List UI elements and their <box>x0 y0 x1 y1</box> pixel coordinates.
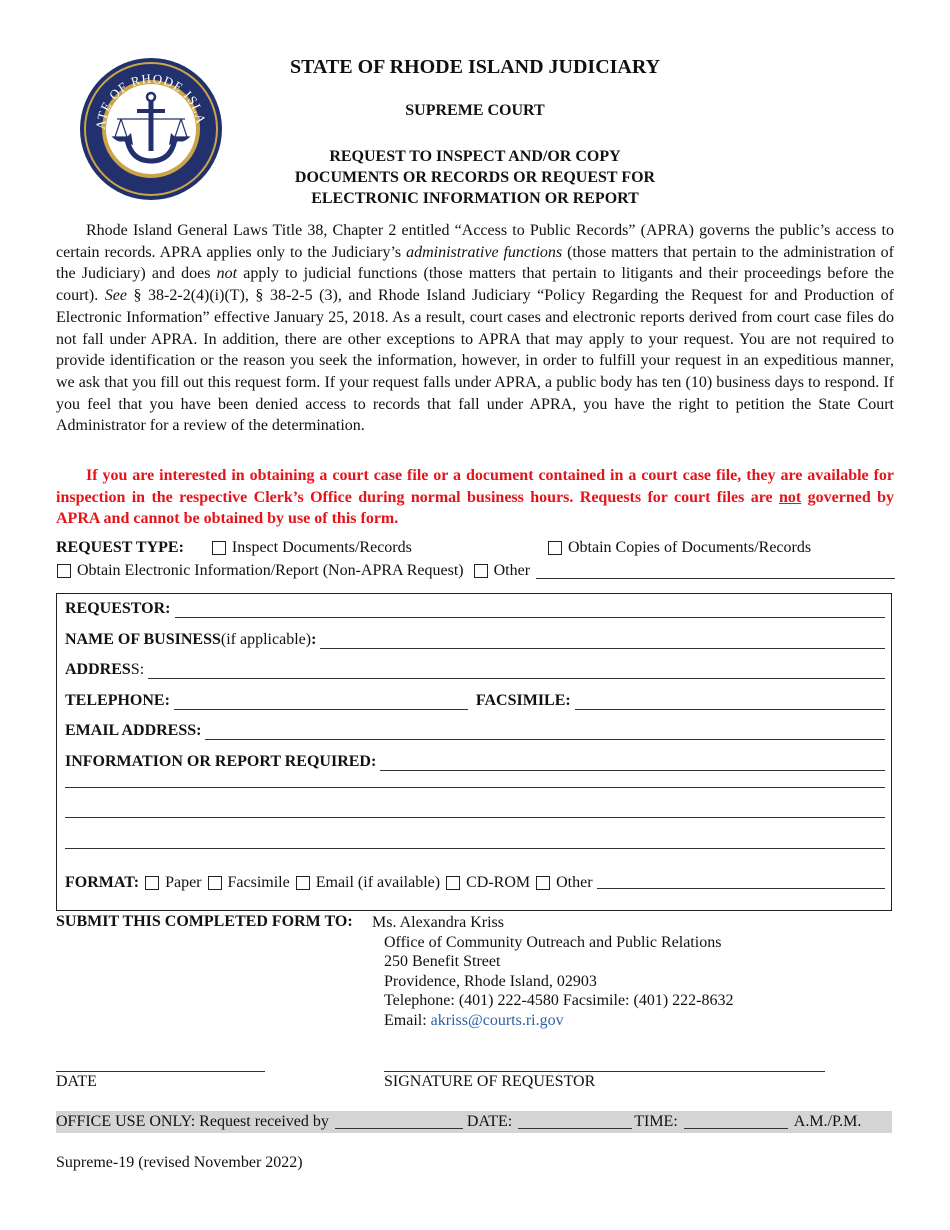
email-input[interactable] <box>205 725 885 740</box>
request-type-row1 <box>56 539 412 557</box>
intro-emphasis-3: See <box>104 287 127 305</box>
other-format-input[interactable] <box>597 874 885 889</box>
svg-text:STATE OF RHODE ISLAND: ATE OF RHODE ISLA <box>92 70 209 130</box>
address-label: ADDRESS: <box>65 661 145 678</box>
paper-checkbox[interactable] <box>145 876 159 890</box>
contact-name: Ms. Alexandra Kriss <box>372 914 504 931</box>
requestor-form <box>56 593 892 911</box>
telephone-label: TELEPHONE: <box>65 692 170 709</box>
submit-address <box>372 913 734 1031</box>
contact-phone: Telephone: (401) 222-4580 Facsimile: (401) 222-8632 <box>384 992 734 1010</box>
format-row <box>65 874 885 892</box>
request-type-label: REQUEST TYPE: <box>56 539 184 556</box>
cdrom-checkbox[interactable] <box>446 876 460 890</box>
office-date-label: DATE: <box>466 1113 513 1130</box>
telephone-input[interactable] <box>174 695 468 710</box>
contact-email-label: Email: <box>384 1011 431 1029</box>
other-label: Other <box>493 562 531 579</box>
facsimile-format-label: Facsimile <box>227 874 290 891</box>
intro-emphasis-1: administrative functions <box>406 243 563 261</box>
office-ampm-label: A.M./P.M. <box>793 1113 862 1130</box>
office-date-input[interactable] <box>518 1116 632 1129</box>
court-name: SUPREME COURT <box>405 102 545 119</box>
office-time-input[interactable] <box>684 1116 788 1129</box>
other-format-checkbox[interactable] <box>536 876 550 890</box>
court-file-notice <box>56 465 894 530</box>
info-line-2[interactable] <box>65 787 885 788</box>
copies-checkbox[interactable] <box>548 541 562 555</box>
office-received-input[interactable] <box>335 1116 463 1129</box>
business-input[interactable] <box>320 634 885 649</box>
contact-office: Office of Community Outreach and Public Relations <box>384 933 722 951</box>
inspect-label: Inspect Documents/Records <box>231 539 412 556</box>
contact-city: Providence, Rhode Island, 02903 <box>384 972 597 990</box>
other-format-label: Other <box>556 874 593 891</box>
info-input[interactable] <box>380 756 885 771</box>
email-checkbox[interactable] <box>296 876 310 890</box>
telephone-row <box>65 692 885 710</box>
cdrom-label: CD-ROM <box>466 874 531 891</box>
info-row <box>65 753 885 771</box>
form-title-line1: REQUEST TO INSPECT AND/OR COPY <box>329 148 621 165</box>
contact-street: 250 Benefit Street <box>384 953 501 971</box>
requestor-input[interactable] <box>175 603 885 618</box>
signature-label: SIGNATURE OF REQUESTOR <box>384 1073 596 1090</box>
request-type-copies <box>548 539 811 557</box>
submit-label: SUBMIT THIS COMPLETED FORM TO: <box>56 913 353 930</box>
business-label: NAME OF BUSINESS(if applicable): <box>65 631 317 648</box>
contact-email-link[interactable]: akriss@courts.ri.gov <box>430 1011 564 1029</box>
other-checkbox[interactable] <box>474 564 488 578</box>
info-line-3[interactable] <box>65 817 885 818</box>
contact-email-row <box>384 1011 733 1031</box>
info-label: INFORMATION OR REPORT REQUIRED: <box>65 753 377 770</box>
intro-text-1: Rhode Island General Laws Title 38, Chapter 2 entitled “Access to Public Records” (APRA) governs the public’s access to certain records. APRA applies only to the Judiciary’s <box>56 222 894 261</box>
intro-paragraph <box>56 220 894 437</box>
office-time-label: TIME: <box>634 1113 678 1130</box>
electronic-label: Obtain Electronic Information/Report (Non-APRA Request) <box>77 562 464 579</box>
address-input[interactable] <box>148 664 885 679</box>
electronic-checkbox[interactable] <box>57 564 71 578</box>
intro-text-3: apply to judicial functions (those matters that pertain to litigants and their proceedings before the court). <box>56 265 895 305</box>
office-use-bar <box>56 1111 892 1133</box>
intro-text-2: (those matters that pertain to the administration of the Judiciary) and does <box>56 243 895 283</box>
form-id: Supreme-19 (revised November 2022) <box>56 1154 303 1171</box>
email-label: EMAIL ADDRESS: <box>65 722 202 739</box>
email-row <box>65 722 885 740</box>
inspect-checkbox[interactable] <box>212 541 226 555</box>
business-row <box>65 631 885 649</box>
address-row <box>65 661 885 679</box>
email-format-label: Email (if available) <box>315 874 441 891</box>
info-line-4[interactable] <box>65 848 885 849</box>
requestor-label: REQUESTOR: <box>65 600 171 617</box>
date-line[interactable] <box>56 1070 265 1072</box>
notice-text-2: governed by APRA and cannot be obtained by use of this form. <box>56 488 895 528</box>
paper-label: Paper <box>165 874 202 891</box>
intro-emphasis-2: not <box>216 265 238 283</box>
signature-line[interactable] <box>384 1070 825 1072</box>
notice-emphasis: not <box>779 488 802 506</box>
date-label: DATE <box>56 1073 97 1090</box>
page-title: STATE OF RHODE ISLAND JUDICIARY <box>289 56 661 78</box>
facsimile-label: FACSIMILE: <box>475 692 571 709</box>
facsimile-input[interactable] <box>575 695 885 710</box>
form-title-line2: DOCUMENTS OR RECORDS OR REQUEST FOR <box>294 169 656 186</box>
facsimile-checkbox[interactable] <box>208 876 222 890</box>
svg-text:JUDICIARY: JUDICIARY <box>113 146 189 176</box>
request-type-row2 <box>57 562 895 580</box>
format-label: FORMAT: <box>65 874 140 891</box>
notice-text-1: If you are interested in obtaining a court case file or a document contained in a court case file, they are available for inspection in the respective Clerk’s Office during normal business hours. Requests for court files are <box>56 467 894 506</box>
requestor-row <box>65 600 885 618</box>
intro-text-4: § 38-2-2(4)(i)(T), § 38-2-5 (3), and Rhode Island Judiciary “Policy Regarding the Request for and Production of Electronic Information” effective January 25, 2018. As a result, court cases and electronic reports derived from court case files do not fall under APRA. In addition, there are other exceptions to APRA that may apply to your request. You are not required to provide identification or the reason you seek the information, however, in order to fulfill your request in an expeditious manner, we ask that you fill out this request form. If your request falls under APRA, a public body has ten (10) business days to respond. If you feel that you have been denied access to records that fall under APRA, you have the right to petition the State Court Administrator for a review of the determination. <box>56 287 894 435</box>
form-title-line3: ELECTRONIC INFORMATION OR REPORT <box>311 190 639 207</box>
other-input[interactable] <box>536 564 895 579</box>
office-received-label: OFFICE USE ONLY: Request received by <box>56 1113 329 1130</box>
form-title <box>180 146 770 209</box>
copies-label: Obtain Copies of Documents/Records <box>568 539 812 556</box>
